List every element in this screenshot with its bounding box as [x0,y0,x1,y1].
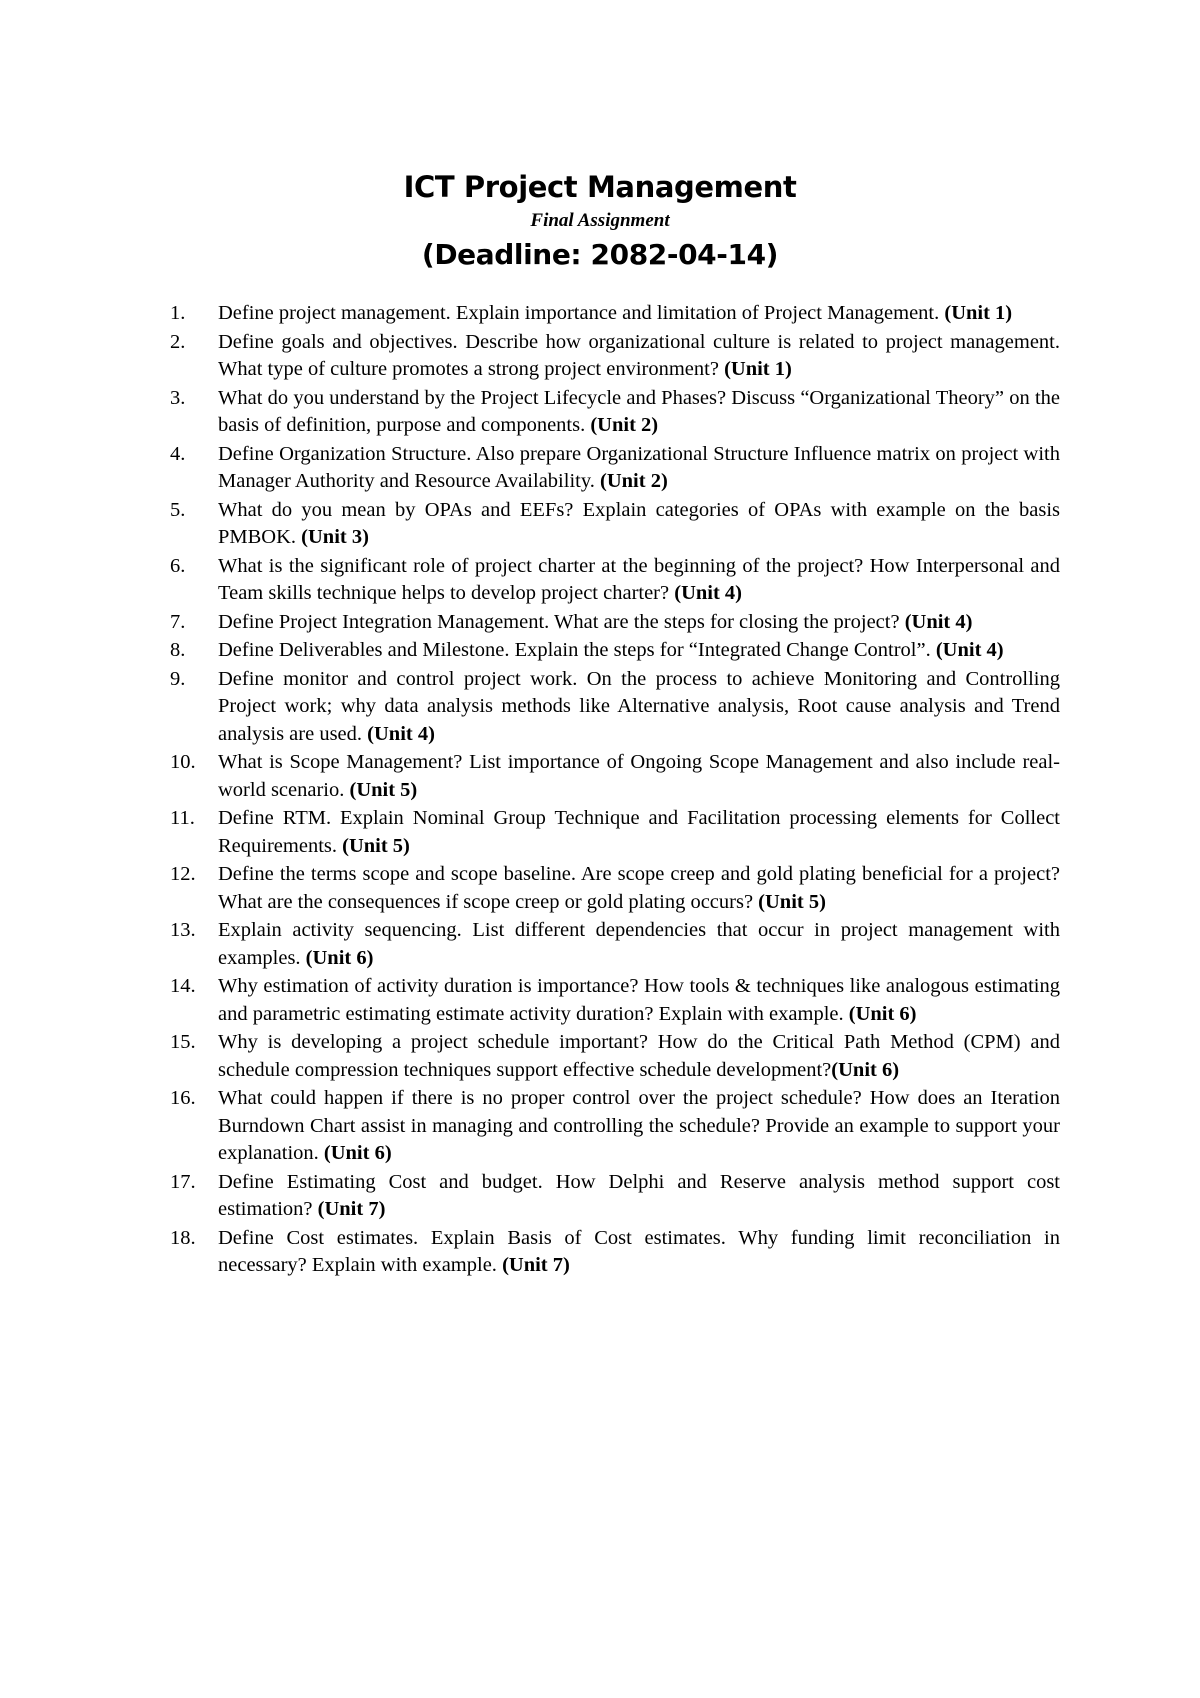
question-number: 11. [170,807,195,830]
question-text: Define the terms scope and scope baseline. Are scope creep and gold plating beneficial for a project? What are the consequences if scope creep or gold plating occurs? [218,863,1060,913]
question-item [170,1029,1060,1084]
question-item [170,553,1060,608]
question-item [170,329,1060,384]
question-number: 2. [170,330,186,353]
unit-label: (Unit 4) [904,610,973,633]
question-text: Define Project Integration Management. What are the steps for closing the project? [218,610,905,633]
question-number: 4. [170,442,186,465]
unit-label: (Unit 6) [323,1142,392,1164]
question-number: 3. [170,386,186,409]
question-number: 10. [170,751,196,774]
unit-label: (Unit 2) [590,414,659,436]
question-text: Define monitor and control project work. On the process to achieve Monitoring and Controlling Project work; why data analysis methods like Alternative analysis, Root cause analysis and Trend analysis are used. [218,667,1060,745]
question-item [170,497,1060,552]
unit-label: (Unit 2) [600,470,668,492]
unit-label: (Unit 1) [944,302,1013,324]
question-item [170,1169,1060,1224]
question-text: Define Estimating Cost and budget. How Delphi and Reserve analysis method support cost estimation? [218,1170,1060,1220]
question-number: 5. [170,498,186,521]
document-header [0,168,1200,274]
question-number: 15. [170,1031,196,1054]
question-text: Why estimation of activity duration is importance? How tools & techniques like analogous estimating and parametric estimating estimate activity duration? Explain with example. [218,975,1060,1025]
unit-label: (Unit 6) [305,946,374,969]
question-item [170,973,1060,1028]
question-item [170,1225,1060,1280]
question-number: 16. [170,1087,196,1110]
question-number: 7. [170,610,186,633]
question-number: 14. [170,975,196,998]
question-text: What do you mean by OPAs and EEFs? Explain categories of OPAs with example on the basis PMBOK. [218,498,1060,548]
document-subtitle: Final Assignment [530,210,670,231]
question-item [170,609,1060,636]
question-text: What could happen if there is no proper control over the project schedule? How does an Iteration Burndown Chart assist in managing and controlling the schedule? Provide an example to support your explanation. [218,1087,1060,1164]
question-item [170,300,1060,327]
deadline-text: (Deadline: 2082-04-14) [421,238,779,271]
question-item [170,805,1060,860]
unit-label: (Unit 5) [349,778,418,801]
question-text: What do you understand by the Project Lifecycle and Phases? Discuss “Organizational Theory” on the basis of definition, purpose and components. [218,386,1060,436]
question-number: 9. [170,667,186,690]
question-item [170,1085,1060,1167]
question-text: Define Deliverables and Milestone. Explain the steps for “Integrated Change Control”. [218,639,936,662]
question-item [170,749,1060,804]
unit-label: (Unit 4) [367,722,435,745]
question-item [170,861,1060,916]
question-item [170,385,1060,440]
question-item [170,666,1060,748]
question-number: 18. [170,1226,196,1249]
question-number: 8. [170,639,186,662]
question-text: Why is developing a project schedule important? How do the Critical Path Method (CPM) and schedule compression techniques support effective schedule development? [218,1031,1060,1081]
unit-label: (Unit 6) [848,1002,917,1025]
question-number: 17. [170,1170,196,1193]
unit-label: (Unit 4) [674,582,743,604]
question-text: Define project management. Explain importance and limitation of Project Management. [218,302,945,324]
question-text: What is the significant role of project charter at the beginning of the project? How Interpersonal and Team skills technique helps to develop project charter? [218,554,1060,604]
unit-label: (Unit 1) [724,358,792,380]
unit-label: (Unit 6) [831,1058,900,1081]
unit-label: (Unit 4) [935,639,1004,662]
question-text: What is Scope Management? List importance of Ongoing Scope Management and also include real-world scenario. [218,751,1060,801]
question-number: 12. [170,863,196,886]
question-text: Define goals and objectives. Describe how organizational culture is related to project management. What type of culture promotes a strong project environment? [218,330,1060,380]
question-text: Define Cost estimates. Explain Basis of Cost estimates. Why funding limit reconciliation in necessary? Explain with example. [218,1226,1060,1276]
document-title: ICT Project Management [403,170,797,204]
question-item [170,441,1060,496]
question-text: Explain activity sequencing. List different dependencies that occur in project management with examples. [218,919,1060,969]
question-item [170,637,1060,664]
question-text: Define RTM. Explain Nominal Group Technique and Facilitation processing elements for Collect Requirements. [218,807,1060,857]
question-item [170,917,1060,972]
question-number: 13. [170,919,196,942]
question-text: Define Organization Structure. Also prepare Organizational Structure Influence matrix on project with Manager Authority and Resource Availability. [218,442,1060,492]
question-number: 1. [170,302,186,324]
unit-label: (Unit 5) [758,890,826,913]
question-list [170,300,1060,1281]
unit-label: (Unit 5) [342,834,410,857]
unit-label: (Unit 7) [317,1198,386,1220]
unit-label: (Unit 7) [502,1254,570,1276]
question-number: 6. [170,554,186,577]
unit-label: (Unit 3) [301,526,369,548]
